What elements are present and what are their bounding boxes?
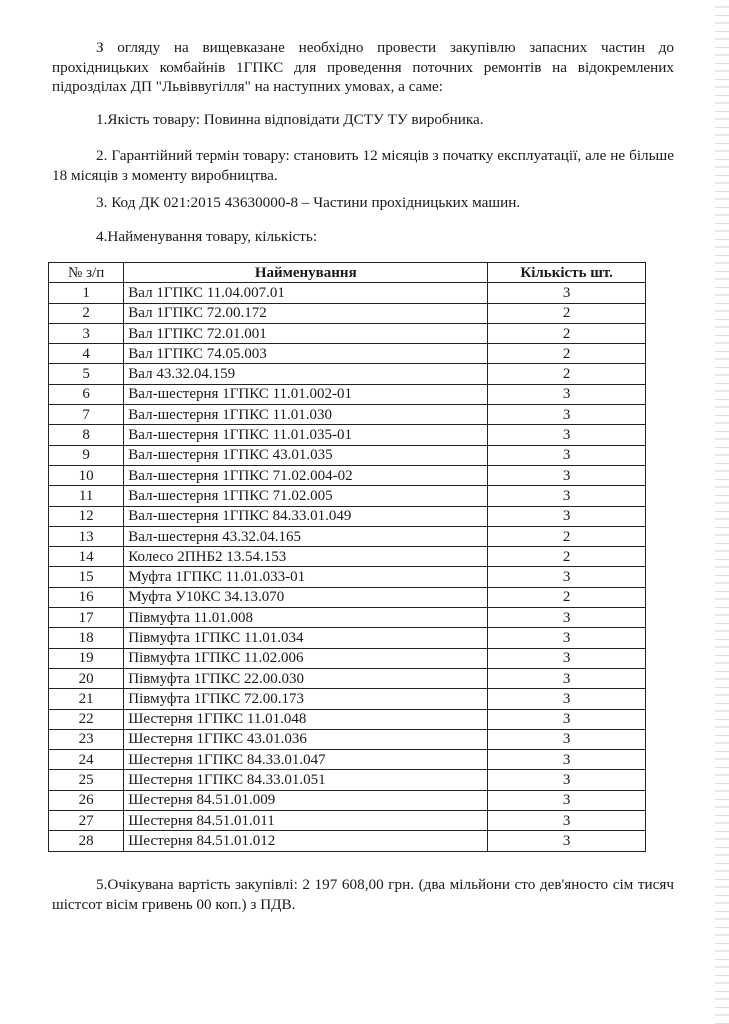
- row-number: 13: [49, 526, 124, 546]
- row-number: 2: [49, 303, 124, 323]
- row-number: 26: [49, 790, 124, 810]
- row-number: 23: [49, 729, 124, 749]
- table-row: [49, 648, 646, 668]
- table-row: [49, 811, 646, 831]
- item-quantity: 3: [488, 445, 646, 465]
- table-row: [49, 425, 646, 445]
- row-number: 27: [49, 811, 124, 831]
- item-quantity: 3: [488, 506, 646, 526]
- item-quantity: 3: [488, 425, 646, 445]
- table-row: [49, 384, 646, 404]
- item-name: Півмуфта 1ГПКС 22.00.030: [124, 668, 488, 688]
- table-row: [49, 323, 646, 343]
- row-number: 18: [49, 628, 124, 648]
- item-name: Вал 1ГПКС 72.00.172: [124, 303, 488, 323]
- item-quantity: 3: [488, 689, 646, 709]
- quality-condition: 1.Якість товару: Повинна відповідати ДСТУ ТУ виробника.: [96, 111, 484, 128]
- item-name: Муфта У10КС 34.13.070: [124, 587, 488, 607]
- item-quantity: 2: [488, 364, 646, 384]
- expected-cost-paragraph: 5.Очікувана вартість закупівлі: 2 197 608,00 грн. (два мільйони сто дев'яносто сім тисяч шістсот вісім гривень 00 коп.) з ПДВ.: [52, 876, 674, 913]
- item-name: Вал-шестерня 1ГПКС 71.02.004-02: [124, 465, 488, 485]
- item-name: Вал-шестерня 1ГПКС 11.01.030: [124, 405, 488, 425]
- row-number: 4: [49, 344, 124, 364]
- warranty-condition: 2. Гарантійний термін товару: становить 12 місяців з початку експлуатації, але не більше 18 місяців з моменту виробництва.: [52, 147, 674, 184]
- item-quantity: 2: [488, 547, 646, 567]
- item-quantity: 2: [488, 587, 646, 607]
- table-row: [49, 364, 646, 384]
- item-quantity: 3: [488, 384, 646, 404]
- item-name: Вал-шестерня 43.32.04.165: [124, 526, 488, 546]
- item-name: Шестерня 1ГПКС 84.33.01.047: [124, 750, 488, 770]
- scan-edge-shadow: [715, 0, 729, 1024]
- table-row: [49, 506, 646, 526]
- table-row: [49, 486, 646, 506]
- table-row: [49, 344, 646, 364]
- item-quantity: 3: [488, 465, 646, 485]
- dk-code-condition: 3. Код ДК 021:2015 43630000-8 – Частини прохідницьких машин.: [96, 194, 521, 211]
- row-number: 12: [49, 506, 124, 526]
- item-quantity: 3: [488, 668, 646, 688]
- table-row: [49, 790, 646, 810]
- table-row: [49, 405, 646, 425]
- table-row: [49, 668, 646, 688]
- item-quantity: 3: [488, 567, 646, 587]
- table-row: [49, 465, 646, 485]
- table-row: [49, 445, 646, 465]
- table-row: [49, 689, 646, 709]
- items-table: [48, 262, 646, 852]
- row-number: 16: [49, 587, 124, 607]
- row-number: 22: [49, 709, 124, 729]
- item-name: Вал 1ГПКС 72.01.001: [124, 323, 488, 343]
- row-number: 17: [49, 608, 124, 628]
- item-quantity: 3: [488, 486, 646, 506]
- item-quantity: 2: [488, 323, 646, 343]
- table-row: [49, 608, 646, 628]
- item-name: Шестерня 1ГПКС 84.33.01.051: [124, 770, 488, 790]
- row-number: 24: [49, 750, 124, 770]
- item-name: Вал 1ГПКС 11.04.007.01: [124, 283, 488, 303]
- item-name: Півмуфта 1ГПКС 11.02.006: [124, 648, 488, 668]
- row-number: 7: [49, 405, 124, 425]
- item-name: Вал 43.32.04.159: [124, 364, 488, 384]
- item-name: Шестерня 84.51.01.012: [124, 831, 488, 851]
- item-name: Вал-шестерня 1ГПКС 84.33.01.049: [124, 506, 488, 526]
- table-row: [49, 628, 646, 648]
- table-row: [49, 587, 646, 607]
- row-number: 14: [49, 547, 124, 567]
- header-qty: Кількість шт.: [488, 263, 646, 283]
- row-number: 20: [49, 668, 124, 688]
- item-name: Шестерня 1ГПКС 11.01.048: [124, 709, 488, 729]
- item-name: Шестерня 1ГПКС 43.01.036: [124, 729, 488, 749]
- item-quantity: 3: [488, 790, 646, 810]
- item-quantity: 3: [488, 750, 646, 770]
- table-row: [49, 567, 646, 587]
- item-quantity: 3: [488, 405, 646, 425]
- row-number: 3: [49, 323, 124, 343]
- item-name: Півмуфта 11.01.008: [124, 608, 488, 628]
- item-quantity: 3: [488, 811, 646, 831]
- table-row: [49, 729, 646, 749]
- item-quantity: 3: [488, 729, 646, 749]
- row-number: 9: [49, 445, 124, 465]
- item-quantity: 3: [488, 283, 646, 303]
- row-number: 19: [49, 648, 124, 668]
- header-num: № з/п: [49, 263, 124, 283]
- item-name: Шестерня 84.51.01.009: [124, 790, 488, 810]
- item-quantity: 3: [488, 608, 646, 628]
- item-quantity: 3: [488, 648, 646, 668]
- item-quantity: 3: [488, 709, 646, 729]
- item-name: Вал-шестерня 1ГПКС 43.01.035: [124, 445, 488, 465]
- table-row: [49, 547, 646, 567]
- item-quantity: 2: [488, 344, 646, 364]
- row-number: 8: [49, 425, 124, 445]
- table-row: [49, 303, 646, 323]
- item-name: Півмуфта 1ГПКС 72.00.173: [124, 689, 488, 709]
- row-number: 5: [49, 364, 124, 384]
- item-name: Колесо 2ПНБ2 13.54.153: [124, 547, 488, 567]
- table-row: [49, 750, 646, 770]
- item-name: Вал-шестерня 1ГПКС 71.02.005: [124, 486, 488, 506]
- items-list-heading: 4.Найменування товару, кількість:: [96, 228, 318, 245]
- header-name: Найменування: [124, 263, 488, 283]
- table-header-row: [49, 263, 646, 283]
- item-quantity: 3: [488, 628, 646, 648]
- item-quantity: 3: [488, 770, 646, 790]
- row-number: 28: [49, 831, 124, 851]
- item-name: Вал 1ГПКС 74.05.003: [124, 344, 488, 364]
- item-name: Шестерня 84.51.01.011: [124, 811, 488, 831]
- table-row: [49, 283, 646, 303]
- table-row: [49, 831, 646, 851]
- row-number: 11: [49, 486, 124, 506]
- row-number: 1: [49, 283, 124, 303]
- table-row: [49, 770, 646, 790]
- item-quantity: 2: [488, 303, 646, 323]
- item-name: Муфта 1ГПКС 11.01.033-01: [124, 567, 488, 587]
- item-quantity: 3: [488, 831, 646, 851]
- row-number: 10: [49, 465, 124, 485]
- item-name: Вал-шестерня 1ГПКС 11.01.002-01: [124, 384, 488, 404]
- row-number: 25: [49, 770, 124, 790]
- item-quantity: 2: [488, 526, 646, 546]
- item-name: Півмуфта 1ГПКС 11.01.034: [124, 628, 488, 648]
- item-name: Вал-шестерня 1ГПКС 11.01.035-01: [124, 425, 488, 445]
- row-number: 6: [49, 384, 124, 404]
- table-row: [49, 709, 646, 729]
- row-number: 21: [49, 689, 124, 709]
- row-number: 15: [49, 567, 124, 587]
- table-row: [49, 526, 646, 546]
- items-table-body: [49, 283, 646, 851]
- intro-paragraph: З огляду на вищевказане необхідно провести закупівлю запасних частин до прохідницьких комбайнів 1ГПКС для проведення поточних ремонтів на відокремлених підрозділах ДП "Львіввугілля" на наступних умовах, а саме:: [52, 39, 674, 95]
